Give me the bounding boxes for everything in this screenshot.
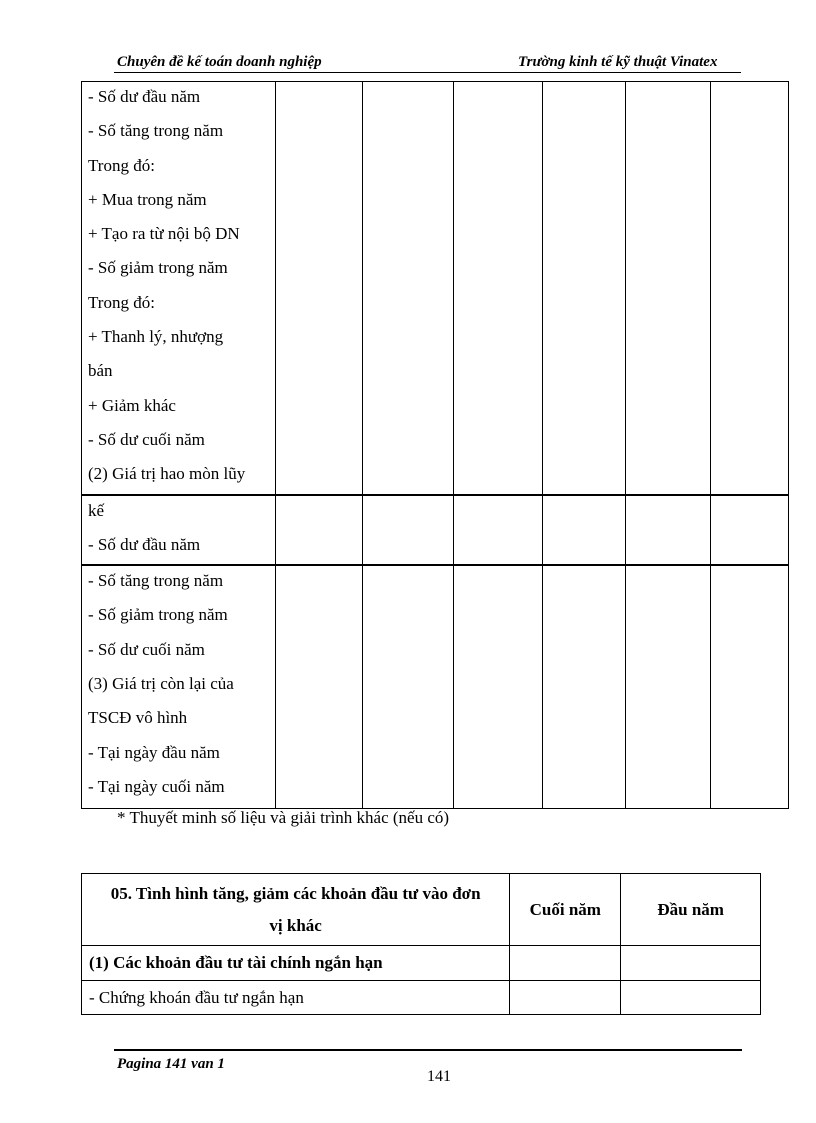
intangible-assets-table [81,81,789,809]
row-label: (2) Giá trị hao mòn lũy [88,464,246,484]
row-labels-block-2 [82,495,276,566]
empty-cell [542,82,625,495]
empty-cell [362,82,454,495]
table-row [82,565,789,808]
row-label: - Số giảm trong năm [88,605,228,625]
row-labels-block-1 [82,82,276,495]
empty-cell [626,565,710,808]
empty-cell [626,82,710,495]
empty-cell [276,495,362,566]
footer-page-info: Pagina 141 van 1 [117,1056,225,1072]
row-label: - Số giảm trong năm [88,258,228,278]
row-label: + Giảm khác [88,395,176,415]
row-label: - Số dư cuối năm [88,429,205,449]
table-header-row [82,874,761,946]
footer-rule [114,1049,742,1051]
column-header-start-of-year: Đầu năm [621,874,761,946]
empty-cell [276,565,362,808]
empty-cell [510,946,621,981]
table-row [82,495,789,566]
empty-cell [454,82,543,495]
row-label: Trong đó: [88,155,155,175]
row-label: + Tạo ra từ nội bộ DN [88,224,240,244]
investments-table [81,873,761,1015]
column-header-end-of-year: Cuối năm [510,874,621,946]
empty-cell [621,946,761,981]
header-school-name: Trường kinh tế kỹ thuật Vinatex [518,54,718,70]
row-label: - Số dư đầu năm [88,534,201,554]
row-label: (3) Giá trị còn lại của [88,674,234,694]
table-row [82,981,761,1015]
row-label: + Thanh lý, nhượng [88,327,224,347]
empty-cell [362,495,454,566]
row-label: Trong đó: [88,292,155,312]
header-document-title: Chuyên đề kế toán doanh nghiệp [117,54,322,70]
row-label: - Số tăng trong năm [88,571,224,591]
row-label: TSCĐ vô hình [88,708,188,728]
row-labels-block-3 [82,565,276,808]
row-label: - Số dư cuối năm [88,639,205,659]
empty-cell [626,495,710,566]
empty-cell [621,981,761,1015]
empty-cell [454,495,543,566]
empty-cell [710,82,788,495]
row-label: - Số tăng trong năm [88,121,224,141]
empty-cell [362,565,454,808]
row-label: - Số dư đầu năm [88,87,201,106]
row-label: - Tại ngày cuối năm [88,776,225,796]
table-header-title [82,874,510,946]
empty-cell [454,565,543,808]
empty-cell [542,565,625,808]
row-label: - Tại ngày đầu năm [88,742,220,762]
empty-cell [710,495,788,566]
empty-cell [710,565,788,808]
header-title-line-1: 05. Tình hình tăng, giảm các khoản đầu tư vào đơn [110,883,481,903]
row-label: + Mua trong năm [88,189,207,209]
section-label: (1) Các khoản đầu tư tài chính ngắn hạn [82,946,510,981]
table-row [82,946,761,981]
row-label: bán [88,361,113,381]
page-number: 141 [427,1068,451,1085]
explanatory-note: * Thuyết minh số liệu và giải trình khác (nếu có) [117,808,450,827]
table-row [82,82,789,495]
empty-cell [542,495,625,566]
empty-cell [276,82,362,495]
row-label: kế [88,500,105,520]
empty-cell [510,981,621,1015]
header-rule [114,72,741,73]
header-title-line-2: vị khác [269,915,322,935]
row-label: - Chứng khoán đầu tư ngắn hạn [82,981,510,1015]
